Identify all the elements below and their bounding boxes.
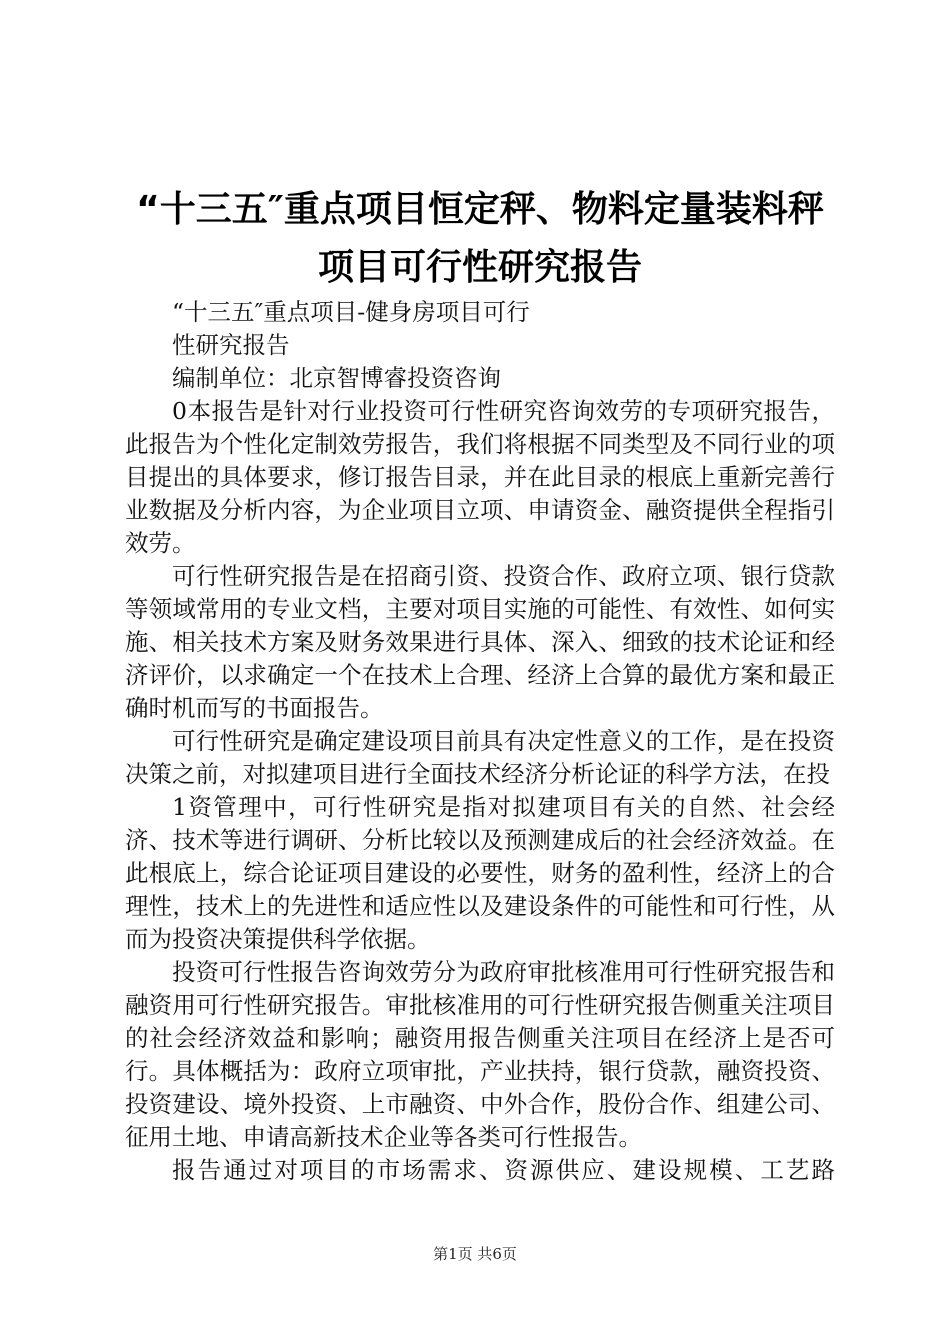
document-body: [125, 296, 835, 1187]
body-paragraph: 可行性研究是确定建设项目前具有决定性意义的工作，是在投资决策之前，对拟建项目进行全面技术经济分析论证的科学方法，在投: [125, 727, 835, 788]
subtitle-line-1: “十三五″重点项目-健身房项目可行: [172, 298, 530, 326]
body-paragraph: 0本报告是针对行业投资可行性研究咨询效劳的专项研究报告，此报告为个性化定制效劳报告，我们将根据不同类型及不同行业的项目提出的具体要求，修订报告目录，并在此目录的根底上重新完善行业数据及分析内容，为企业项目立项、申请资金、融资提供全程指引效劳。: [125, 397, 835, 557]
body-paragraph: 报告通过对项目的市场需求、资源供应、建设规模、工艺路: [172, 1156, 835, 1184]
body-paragraph: 可行性研究报告是在招商引资、投资合作、政府立项、银行贷款等领域常用的专业文档，主要对项目实施的可能性、有效性、如何实施、相关技术方案及财务效果进行具体、深入、细致的技术论证和经济评价，以求确定一个在技术上合理、经济上合算的最优方案和最正确时机而写的书面报告。: [125, 562, 835, 722]
body-paragraph: 1资管理中，可行性研究是指对拟建项目有关的自然、社会经济、技术等进行调研、分析比较以及预测建成后的社会经济效益。在此根底上，综合论证项目建设的必要性，财务的盈利性，经济上的合理性，技术上的先进性和适应性以及建设条件的可能性和可行性，从而为投资决策提供科学依据。: [125, 793, 835, 953]
document-title-line-1: “十三五″重点项目恒定秤、物料定量装料秤: [136, 189, 824, 230]
page-number-footer: 第1页 共6页: [433, 1245, 517, 1263]
document-title-line-2: 项目可行性研究报告: [317, 247, 642, 288]
body-paragraph: 投资可行性报告咨询效劳分为政府审批核准用可行性研究报告和融资用可行性研究报告。审批核准用的可行性研究报告侧重关注项目的社会经济效益和影响；融资用报告侧重关注项目在经济上是否可行。具体概括为：政府立项审批，产业扶持，银行贷款，融资投资、投资建设、境外投资、上市融资、中外合作，股份合作、组建公司、征用土地、申请高新技术企业等各类可行性报告。: [125, 958, 835, 1151]
subtitle-line-2: 性研究报告: [172, 331, 290, 359]
compiling-unit: 编制单位：北京智博睿投资咨询: [172, 364, 501, 392]
